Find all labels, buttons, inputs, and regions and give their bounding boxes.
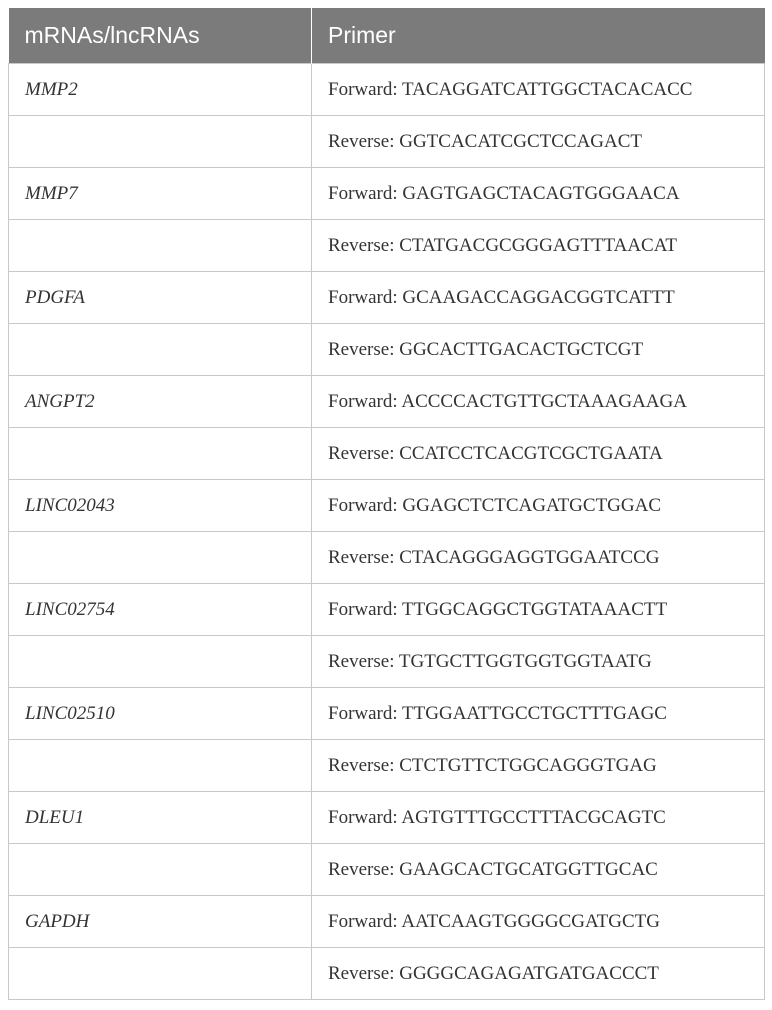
gene-cell: GAPDH — [9, 896, 312, 948]
primer-cell: Forward: TACAGGATCATTGGCTACACACC — [312, 64, 765, 116]
table-row — [9, 428, 765, 480]
primer-cell: Reverse: CCATCCTCACGTCGCTGAATA — [312, 428, 765, 480]
gene-cell — [9, 636, 312, 688]
table-row — [9, 116, 765, 168]
gene-cell: MMP2 — [9, 64, 312, 116]
primer-cell: Reverse: GGCACTTGACACTGCTCGT — [312, 324, 765, 376]
gene-cell: LINC02754 — [9, 584, 312, 636]
header-primer: Primer — [312, 8, 765, 64]
gene-cell — [9, 428, 312, 480]
gene-cell: DLEU1 — [9, 792, 312, 844]
gene-cell: ANGPT2 — [9, 376, 312, 428]
header-gene: mRNAs/lncRNAs — [9, 8, 312, 64]
primer-cell: Forward: GGAGCTCTCAGATGCTGGAC — [312, 480, 765, 532]
primer-cell: Forward: AGTGTTTGCCTTTACGCAGTC — [312, 792, 765, 844]
gene-cell — [9, 220, 312, 272]
gene-cell — [9, 532, 312, 584]
gene-cell: LINC02043 — [9, 480, 312, 532]
gene-cell: LINC02510 — [9, 688, 312, 740]
table-row — [9, 688, 765, 740]
primer-cell: Forward: GCAAGACCAGGACGGTCATTT — [312, 272, 765, 324]
primer-table — [8, 8, 765, 1000]
table-row — [9, 480, 765, 532]
table-row — [9, 324, 765, 376]
primer-table-container — [8, 8, 764, 1000]
table-row — [9, 272, 765, 324]
table-row — [9, 64, 765, 116]
gene-cell — [9, 116, 312, 168]
primer-cell: Reverse: GGGGCAGAGATGATGACCCT — [312, 948, 765, 1000]
table-header — [9, 8, 765, 64]
table-row — [9, 584, 765, 636]
table-row — [9, 844, 765, 896]
table-row — [9, 220, 765, 272]
table-body — [9, 64, 765, 1000]
primer-cell: Reverse: CTACAGGGAGGTGGAATCCG — [312, 532, 765, 584]
primer-cell: Forward: TTGGCAGGCTGGTATAAACTT — [312, 584, 765, 636]
primer-cell: Reverse: GGTCACATCGCTCCAGACT — [312, 116, 765, 168]
table-row — [9, 792, 765, 844]
table-row — [9, 740, 765, 792]
gene-cell — [9, 948, 312, 1000]
header-row — [9, 8, 765, 64]
table-row — [9, 168, 765, 220]
table-row — [9, 896, 765, 948]
gene-cell: PDGFA — [9, 272, 312, 324]
table-row — [9, 376, 765, 428]
table-row — [9, 636, 765, 688]
primer-cell: Reverse: CTCTGTTCTGGCAGGGTGAG — [312, 740, 765, 792]
primer-cell: Forward: TTGGAATTGCCTGCTTTGAGC — [312, 688, 765, 740]
primer-cell: Forward: AATCAAGTGGGGCGATGCTG — [312, 896, 765, 948]
primer-cell: Forward: ACCCCACTGTTGCTAAAGAAGA — [312, 376, 765, 428]
gene-cell — [9, 740, 312, 792]
table-row — [9, 532, 765, 584]
primer-cell: Forward: GAGTGAGCTACAGTGGGAACA — [312, 168, 765, 220]
gene-cell — [9, 844, 312, 896]
primer-cell: Reverse: GAAGCACTGCATGGTTGCAC — [312, 844, 765, 896]
primer-cell: Reverse: TGTGCTTGGTGGTGGTAATG — [312, 636, 765, 688]
gene-cell: MMP7 — [9, 168, 312, 220]
gene-cell — [9, 324, 312, 376]
primer-cell: Reverse: CTATGACGCGGGAGTTTAACAT — [312, 220, 765, 272]
table-row — [9, 948, 765, 1000]
